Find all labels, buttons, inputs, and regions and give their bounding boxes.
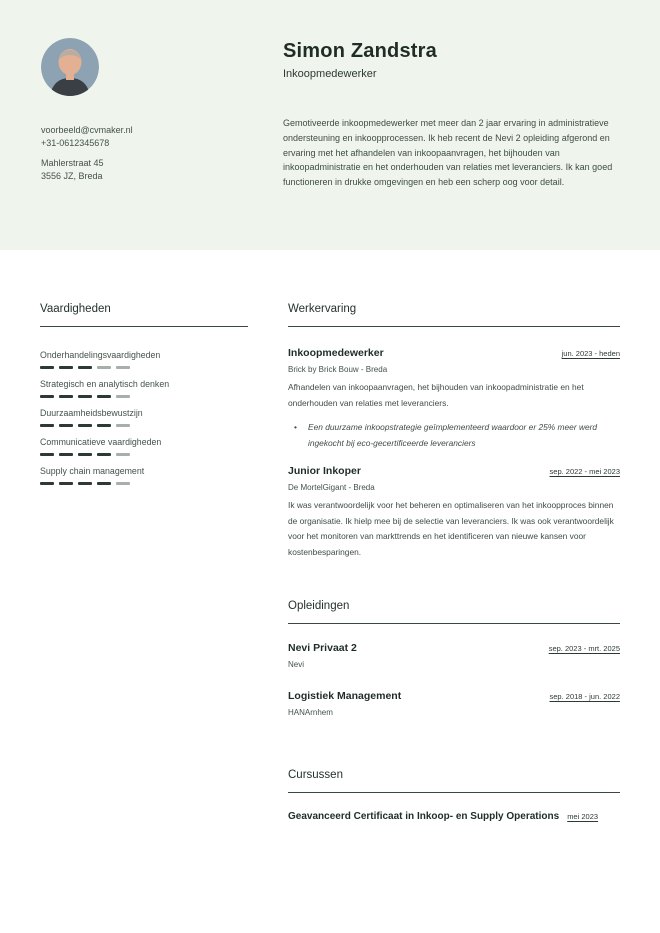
skill-level-segment	[78, 424, 92, 427]
skill-level-bar	[40, 424, 248, 427]
skill-level-segment	[97, 424, 111, 427]
skill-level-segment	[78, 453, 92, 456]
experience-achievements	[288, 420, 620, 451]
experience-section	[288, 303, 620, 560]
skill-level-segment	[40, 424, 54, 427]
skill-label: Onderhandelingsvaardigheden	[40, 350, 161, 360]
phone-text: +31-0612345678	[41, 137, 110, 148]
skill-level-segment	[40, 453, 54, 456]
main-column	[288, 303, 620, 822]
experience-section-heading: Werkervaring	[288, 303, 620, 327]
skill-level-bar	[40, 395, 248, 398]
education-title: Logistiek Management	[288, 690, 402, 702]
experience-date-range: sep. 2022 - mei 2023	[549, 467, 620, 476]
email-text: voorbeeld@cvmaker.nl	[41, 125, 133, 135]
skill-item	[40, 436, 248, 456]
skill-level-segment	[78, 482, 92, 485]
skill-level-segment	[40, 366, 54, 369]
person-job-title: Inkoopmedewerker	[283, 68, 377, 80]
skills-column	[40, 303, 248, 822]
skill-level-bar	[40, 482, 248, 485]
person-name: Simon Zandstra	[283, 40, 437, 62]
education-school: Nevi	[288, 660, 305, 669]
course-title: Geavanceerd Certificaat in Inkoop- en Supply Operations	[288, 811, 560, 822]
education-date-range: sep. 2023 - mrt. 2025	[548, 644, 620, 653]
education-entry-head	[288, 642, 620, 654]
profile-photo-image	[41, 38, 99, 96]
education-section	[288, 600, 620, 717]
skill-level-segment	[59, 366, 73, 369]
skill-level-segment	[40, 395, 54, 398]
skill-level-segment	[40, 482, 54, 485]
skill-level-segment	[116, 424, 130, 427]
skill-item	[40, 465, 248, 485]
education-title: Nevi Privaat 2	[288, 642, 357, 654]
course-entry	[288, 811, 620, 822]
education-entry	[288, 642, 620, 669]
skill-level-segment	[116, 395, 130, 398]
skills-section-heading: Vaardigheden	[40, 303, 248, 327]
skill-level-segment	[78, 395, 92, 398]
skill-level-segment	[116, 453, 130, 456]
experience-company: Brick by Brick Bouw - Breda	[288, 365, 388, 374]
skill-item	[40, 349, 248, 369]
education-section-heading: Opleidingen	[288, 600, 620, 624]
skills-list	[40, 349, 248, 485]
experience-entry-head	[288, 465, 620, 477]
profile-photo	[41, 38, 99, 96]
skill-level-segment	[59, 424, 73, 427]
education-school: HANArnhem	[288, 708, 333, 717]
skill-level-segment	[116, 482, 130, 485]
experience-description: Ik was verantwoordelijk voor het beheren en optimaliseren van het inkoopproces binnen de organisatie. Ik hielp mee bij de selectie van leveranciers. Ik was ook verantwoordelijk voor het monitoren van markttrends en het identificeren van nieuwe kansen voor kostenbesparingen.	[288, 500, 614, 557]
contact-address	[41, 157, 283, 182]
cv-body	[0, 250, 660, 822]
experience-entry	[288, 465, 620, 560]
experience-job-title: Junior Inkoper	[288, 465, 361, 477]
course-date: mei 2023	[567, 812, 599, 821]
skill-item	[40, 407, 248, 427]
experience-entry	[288, 347, 620, 451]
experience-achievement-item: • Een duurzame inkoopstrategie geïmplementeerd waardoor er 25% meer werd ingekocht bij eco-gecertificeerde leveranciers	[302, 420, 620, 451]
header-identity-column	[283, 38, 630, 250]
address-line1: Mahlerstraat 45	[41, 158, 104, 168]
skill-label: Supply chain management	[40, 466, 145, 476]
experience-description: Afhandelen van inkoopaanvragen, het bijhouden van inkoopadministratie en het onderhouden van relaties met leveranciers.	[288, 382, 584, 408]
skill-label: Strategisch en analytisch denken	[40, 379, 170, 389]
header-contact-column	[41, 38, 283, 250]
skill-level-segment	[97, 453, 111, 456]
skill-label: Duurzaamheidsbewustzijn	[40, 408, 143, 418]
contact-email-phone	[41, 124, 283, 149]
profile-summary: Gemotiveerde inkoopmedewerker met meer dan 2 jaar ervaring in administratieve ondersteuning en inkoopprocessen. Ik heb recent de Nevi 2 opleiding afgerond en ervaring met het afhandelen van inkoopaanvragen, het bijhouden van inkoopadministratie en het onderhouden van relaties met leveranciers. Ik kan goed functioneren in drukke omgevingen en heb een scherp oog voor detail.	[283, 118, 613, 188]
cv-header	[0, 0, 660, 250]
contact-block	[41, 124, 283, 182]
skill-item	[40, 378, 248, 398]
skill-level-segment	[97, 482, 111, 485]
experience-company: De MortelGigant - Breda	[288, 483, 375, 492]
skill-level-segment	[59, 395, 73, 398]
skill-level-segment	[78, 366, 92, 369]
skill-level-segment	[116, 366, 130, 369]
skill-level-bar	[40, 366, 248, 369]
experience-job-title: Inkoopmedewerker	[288, 347, 384, 359]
courses-section-heading: Cursussen	[288, 769, 620, 793]
education-date-range: sep. 2018 - jun. 2022	[549, 692, 620, 701]
skill-level-segment	[97, 366, 111, 369]
experience-entry-head	[288, 347, 620, 359]
skill-label: Communicatieve vaardigheden	[40, 437, 162, 447]
address-line2: 3556 JZ, Breda	[41, 170, 103, 181]
courses-section	[288, 769, 620, 822]
education-entry-head	[288, 690, 620, 702]
education-entry	[288, 690, 620, 717]
skill-level-segment	[97, 395, 111, 398]
skill-level-segment	[59, 453, 73, 456]
experience-date-range: jun. 2023 - heden	[561, 349, 620, 358]
skill-level-segment	[59, 482, 73, 485]
skill-level-bar	[40, 453, 248, 456]
